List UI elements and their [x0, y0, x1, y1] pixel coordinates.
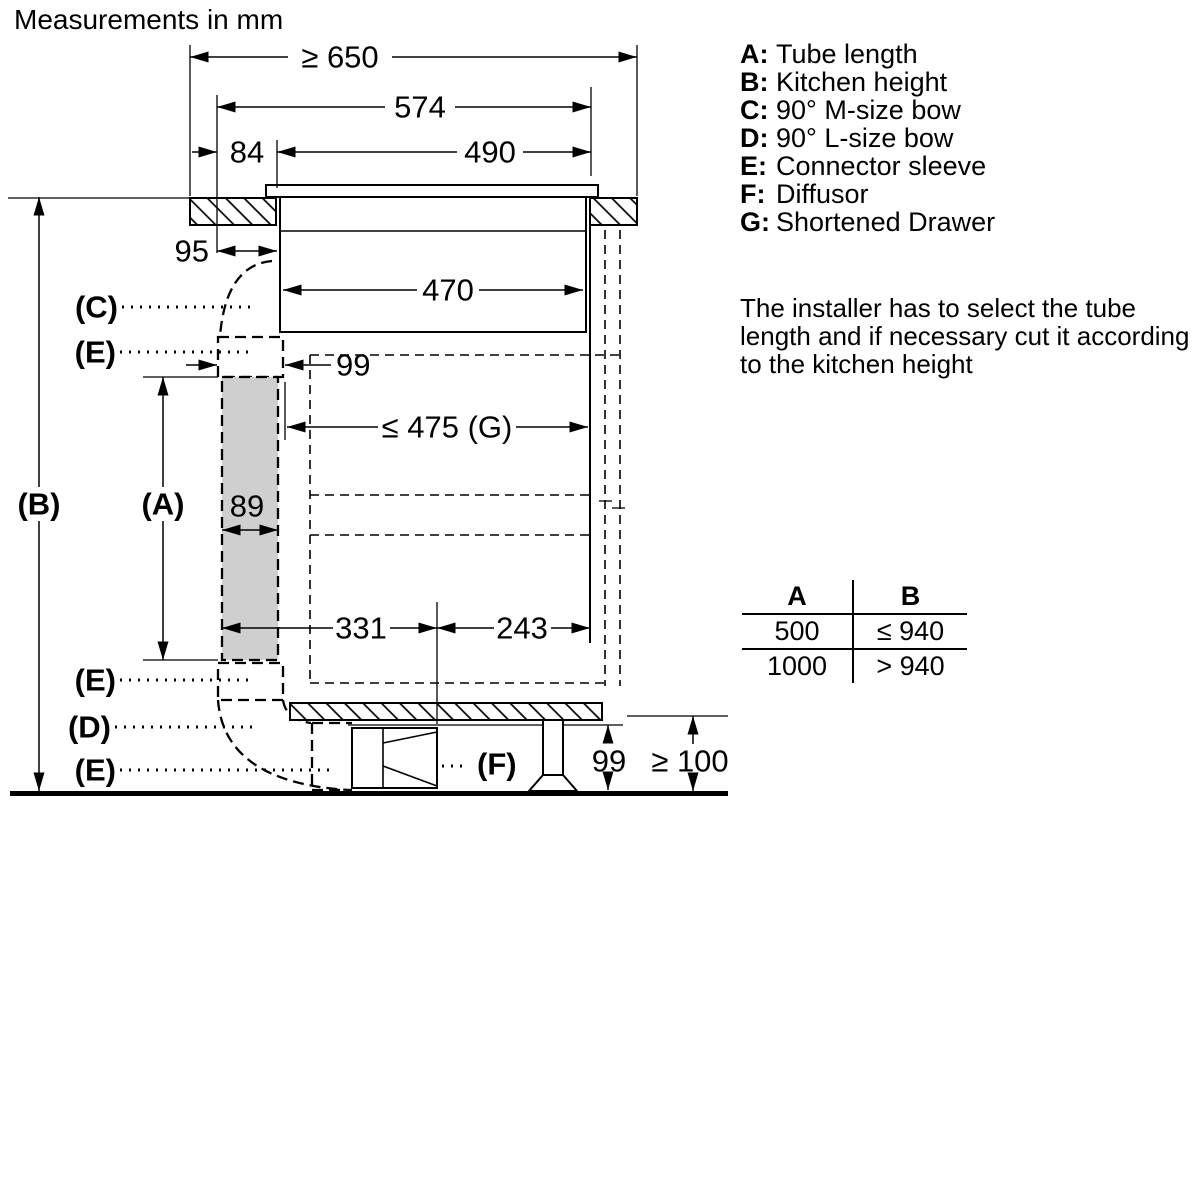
legend-key: D: — [740, 123, 769, 153]
dim-331-label: 331 — [335, 610, 387, 646]
table-header-b: B — [853, 580, 967, 614]
table-cell-b: > 940 — [876, 651, 945, 681]
parts-legend — [740, 40, 1200, 236]
legend-key: B: — [740, 67, 769, 97]
table-row — [742, 649, 967, 683]
table-header-a: A — [742, 580, 853, 614]
hob-unit — [266, 185, 598, 332]
dim-574-label: 574 — [394, 89, 446, 125]
dim-95-label: 95 — [174, 233, 209, 269]
table-cell-a: 500 — [742, 614, 853, 649]
table-header-row — [742, 580, 967, 614]
legend-key: A: — [740, 39, 769, 69]
legend-key: F: — [740, 179, 766, 209]
dim-243-label: 243 — [496, 610, 548, 646]
cabinet-bottom-panel — [290, 703, 728, 725]
dim-470-label: 470 — [422, 272, 474, 308]
table-cell-a: 1000 — [742, 649, 853, 683]
dim-475-label: ≤ 475 (G) — [381, 409, 513, 445]
legend-text: Diffusor — [776, 179, 869, 209]
floor-line — [10, 791, 728, 796]
legend-item-a — [740, 40, 1200, 68]
legend-item-b — [740, 68, 1200, 96]
installer-note: The installer has to select the tube length and if necessary cut it according to the kitchen height — [740, 293, 1190, 379]
legend-text: 90° M-size bow — [776, 95, 961, 125]
dim-99-lower-label: 99 — [591, 743, 627, 779]
label-e-mid: (E) — [74, 662, 116, 698]
legend-text: Kitchen height — [776, 67, 948, 97]
tube-length-table — [742, 580, 967, 683]
installation-diagram — [0, 0, 740, 817]
label-f: (F) — [477, 746, 517, 782]
cabinet-side — [590, 225, 625, 686]
legend-key: C: — [740, 95, 769, 125]
page-title: Measurements in mm — [14, 4, 284, 35]
legend-text: Connector sleeve — [776, 151, 987, 181]
label-d: (D) — [67, 709, 111, 745]
dim-99-upper-label: 99 — [336, 347, 371, 383]
label-e-top: (E) — [74, 334, 116, 370]
table-cell-b: ≤ 940 — [853, 614, 967, 649]
dim-89-label: 89 — [229, 488, 265, 524]
legend-item-g — [740, 208, 1200, 236]
legend-key: G: — [740, 207, 770, 237]
legend-text: Tube length — [776, 39, 918, 69]
dim-100-label: ≥ 100 — [651, 743, 729, 779]
table-row — [742, 614, 967, 649]
label-e-bottom: (E) — [74, 752, 116, 788]
legend-text: 90° L-size bow — [776, 123, 954, 153]
legend-item-c — [740, 96, 1200, 124]
label-c: (C) — [74, 289, 118, 325]
legend-text: Shortened Drawer — [776, 207, 996, 237]
dim-84-label: 84 — [229, 134, 265, 170]
legend-item-f — [740, 180, 1200, 208]
dim-650-label: ≥ 650 — [301, 39, 379, 75]
sleeve-e-top — [218, 337, 283, 377]
label-a: (A) — [141, 486, 185, 522]
legend-key: E: — [740, 151, 767, 181]
label-b: (B) — [17, 486, 61, 522]
cabinet-leg — [529, 720, 577, 791]
diffusor — [352, 728, 437, 788]
sleeve-e-bottom — [218, 663, 283, 700]
bow-c — [220, 261, 272, 336]
legend-item-e — [740, 152, 1200, 180]
legend-item-d — [740, 124, 1200, 152]
dim-490-label: 490 — [464, 134, 516, 170]
